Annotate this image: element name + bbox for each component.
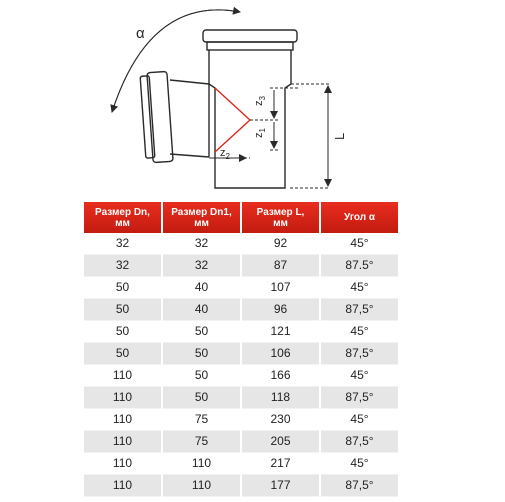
cell-size-dn: 110 — [84, 453, 161, 475]
cell-size-dn1: 75 — [163, 409, 240, 431]
cell-size-dn1: 50 — [163, 387, 240, 409]
cell-size-dn: 110 — [84, 387, 161, 409]
cell-angle: 45° — [321, 409, 398, 431]
cell-size-l: 230 — [242, 409, 319, 431]
cell-angle: 87,5° — [321, 431, 398, 453]
cell-size-dn: 110 — [84, 365, 161, 387]
cell-size-l: 121 — [242, 321, 319, 343]
cell-angle: 87,5° — [321, 387, 398, 409]
cell-size-l: 96 — [242, 299, 319, 321]
cell-angle: 45° — [321, 233, 398, 255]
cell-size-dn: 110 — [84, 475, 161, 497]
cell-size-l: 92 — [242, 233, 319, 255]
table-row — [84, 475, 398, 497]
cell-size-dn: 50 — [84, 277, 161, 299]
cell-size-l: 177 — [242, 475, 319, 497]
table-row — [84, 277, 398, 299]
header-size-dn: Размер Dn, мм — [84, 202, 161, 233]
table-body — [84, 233, 398, 497]
cell-size-dn1: 50 — [163, 343, 240, 365]
cell-angle: 87,5° — [321, 299, 398, 321]
spec-table — [82, 202, 400, 497]
cell-size-dn: 110 — [84, 431, 161, 453]
z3-label: $z_3$ — [253, 96, 267, 106]
cell-size-dn: 32 — [84, 233, 161, 255]
cell-size-dn: 50 — [84, 321, 161, 343]
cell-angle: 87.5° — [321, 255, 398, 277]
cell-size-dn1: 50 — [163, 321, 240, 343]
cell-angle: 45° — [321, 365, 398, 387]
cell-angle: 45° — [321, 277, 398, 299]
cell-angle: 45° — [321, 453, 398, 475]
table-row — [84, 431, 398, 453]
header-angle: Угол α — [321, 202, 398, 233]
table-row — [84, 343, 398, 365]
cell-size-dn: 110 — [84, 409, 161, 431]
table-row — [84, 255, 398, 277]
cell-size-dn1: 40 — [163, 277, 240, 299]
table-row — [84, 453, 398, 475]
cell-size-dn: 50 — [84, 343, 161, 365]
header-size-dn1: Размер Dn1, мм — [163, 202, 240, 233]
cell-angle: 87,5° — [321, 475, 398, 497]
cell-size-dn: 32 — [84, 255, 161, 277]
z1-label: $z_1$ — [253, 128, 267, 138]
angle-label: α — [136, 25, 145, 42]
table-header-row — [84, 202, 398, 233]
table-row — [84, 233, 398, 255]
z2-label: $z_2$ — [220, 147, 230, 161]
cell-size-dn1: 32 — [163, 233, 240, 255]
cell-angle: 45° — [321, 321, 398, 343]
cell-size-l: 166 — [242, 365, 319, 387]
header-size-l: Размер L, мм — [242, 202, 319, 233]
cell-size-l: 106 — [242, 343, 319, 365]
cell-size-l: 217 — [242, 453, 319, 475]
cell-size-dn1: 32 — [163, 255, 240, 277]
cell-size-l: 107 — [242, 277, 319, 299]
branch-insertion-zone — [215, 88, 250, 152]
cell-size-dn1: 110 — [163, 453, 240, 475]
cell-size-l: 118 — [242, 387, 319, 409]
table-row — [84, 387, 398, 409]
cell-size-l: 87 — [242, 255, 319, 277]
cell-size-dn1: 40 — [163, 299, 240, 321]
cell-angle: 87,5° — [321, 343, 398, 365]
cell-size-dn1: 75 — [163, 431, 240, 453]
table-row — [84, 299, 398, 321]
tee-fitting-drawing — [0, 0, 505, 200]
cell-size-dn1: 110 — [163, 475, 240, 497]
table-row — [84, 409, 398, 431]
cell-size-dn1: 50 — [163, 365, 240, 387]
angle-arc — [112, 10, 240, 112]
fitting-outline — [140, 30, 297, 188]
length-label: L — [332, 132, 347, 140]
table-row — [84, 321, 398, 343]
table-row — [84, 365, 398, 387]
cell-size-dn: 50 — [84, 299, 161, 321]
cell-size-l: 205 — [242, 431, 319, 453]
